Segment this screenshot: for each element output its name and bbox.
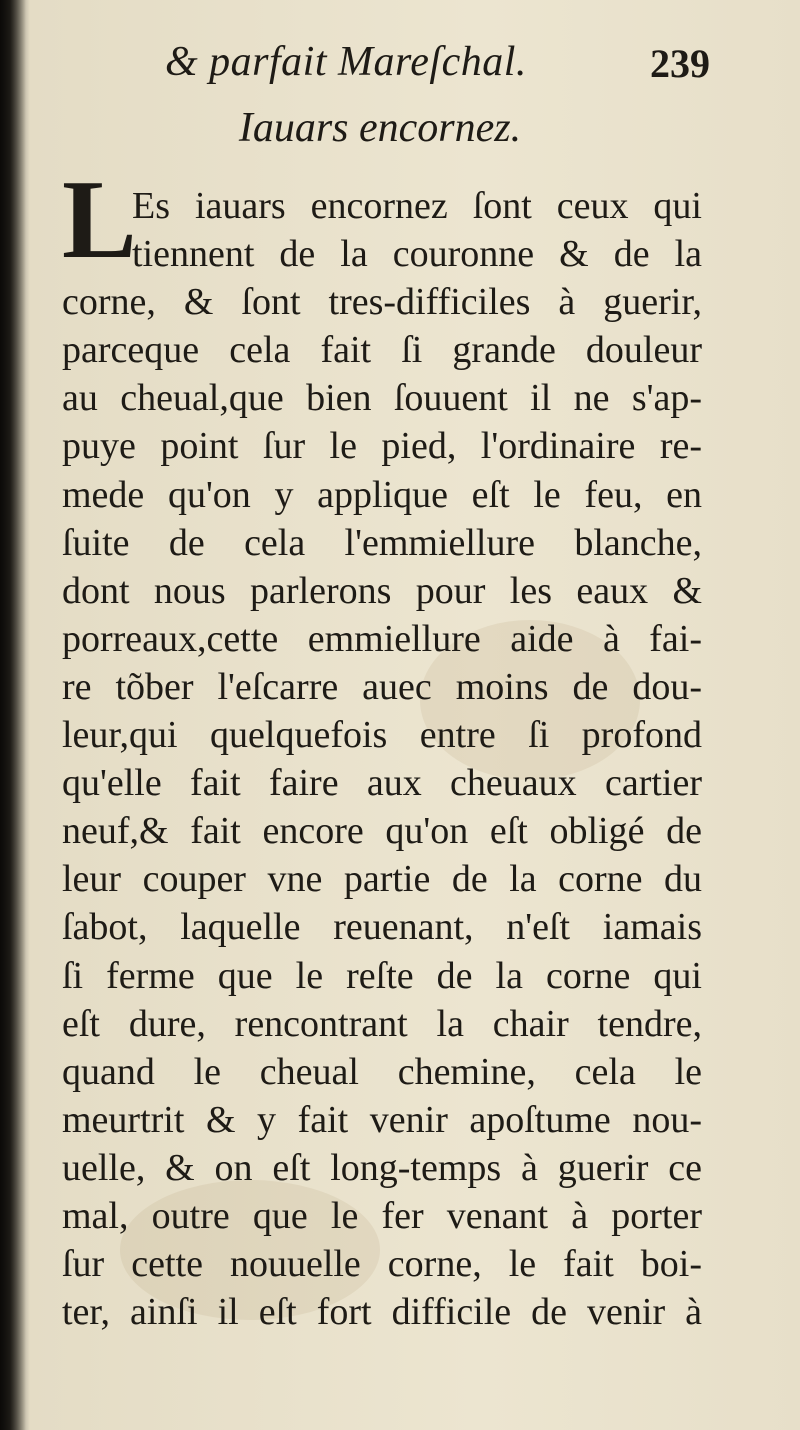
text-line: porreaux,cette emmiellure aide à fai- [62,617,702,660]
text-line: ſi ferme que le reſte de la corne qui [62,954,702,997]
text-line: leur,qui quelquefois entre ſi profond [62,714,702,757]
text-line: mede qu'on y applique eſt le feu, en [62,473,702,516]
text-line: quand le cheual chemine, cela le [62,1050,702,1093]
text-line: qu'elle fait faire aux cheuaux cartier [62,762,702,805]
drop-capital: L [62,158,137,282]
text-line: leur couper vne partie de la corne du [62,858,702,901]
text-line: ſur cette nouuelle corne, le fait boi- [62,1243,702,1286]
binding-shadow [0,0,30,1430]
text-line: corne, & ſont tres-difficiles à guerir, [62,281,702,324]
text-line: dont nous parlerons pour les eaux & [62,569,702,612]
text-line: mal, outre que le fer venant à porter [62,1194,702,1237]
text-line: ſabot, laquelle reuenant, n'eſt iamais [62,906,702,949]
text-line: re tõber l'eſcarre auec moins de dou- [62,665,702,708]
text-line: tiennent de la couronne & de la [132,233,702,276]
page-header [60,38,750,98]
section-title: Iauars encornez. [238,105,522,151]
text-line: neuf,& fait encore qu'on eſt obligé de [62,810,702,853]
running-title: & parfait Mareſchal. [165,39,527,85]
text-line: uelle, & on eſt long-temps à guerir ce [62,1146,702,1189]
text-line: au cheual,que bien ſouuent il ne s'ap- [62,377,702,420]
text-line: parceque cela fait ſi grande douleur [62,329,702,372]
text-line: eſt dure, rencontrant la chair tendre, [62,1002,702,1045]
page-number: 239 [650,41,710,86]
body-text [62,182,702,1336]
text-line: meurtrit & y fait venir apoſtume nou- [62,1098,702,1141]
text-line: puye point ſur le pied, l'ordinaire re- [62,425,702,468]
text-line: Es iauars encornez ſont ceux qui [132,185,702,227]
text-line: ſuite de cela l'emmiellure blanche, [62,521,702,564]
text-line: ter, ainſi il eſt fort difficile de venir à [62,1291,702,1334]
